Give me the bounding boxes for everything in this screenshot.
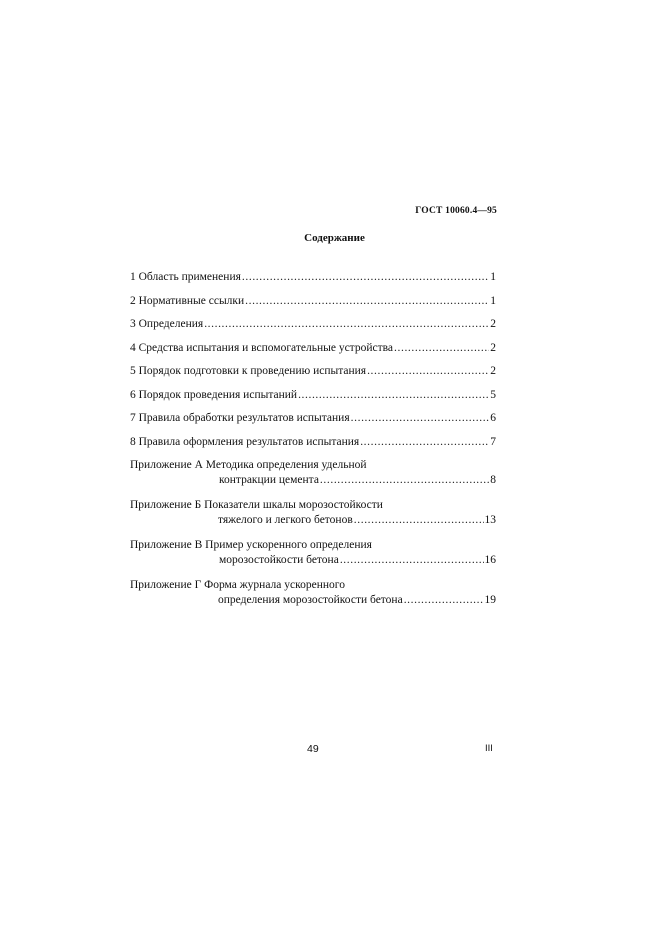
appendix-continuation-line [130, 473, 496, 488]
toc-leader-dots [320, 473, 489, 488]
toc-leader-dots [298, 388, 489, 403]
roman-page-number: III [485, 743, 493, 754]
toc-leader-dots [404, 593, 484, 608]
appendix-title: Форма журнала ускоренного [204, 579, 345, 591]
toc-appendix[interactable] [130, 458, 496, 488]
appendix-title-line [130, 538, 496, 553]
toc-entry-page: 1 [490, 271, 496, 283]
toc-entry[interactable] [130, 388, 496, 403]
appendix-title-line [130, 458, 496, 473]
toc-entry-label: 8 Правила оформления результатов испытания [130, 435, 360, 448]
toc-entry-page: 1 [490, 294, 496, 307]
appendix-title-cont: морозостойкости бетона [219, 554, 339, 566]
appendix-prefix: Приложение Б [130, 499, 202, 511]
toc-entry[interactable] [130, 411, 496, 426]
toc-entry-label: 5 Порядок подготовки к проведению испытания [130, 365, 367, 377]
toc-leader-dots [245, 294, 489, 309]
toc-entry-page: 2 [490, 341, 496, 354]
table-of-contents [130, 270, 496, 618]
appendix-prefix: Приложение В [130, 539, 203, 551]
toc-leader-dots [242, 270, 489, 285]
toc-entry[interactable] [130, 364, 496, 379]
toc-entry-label: 2 Нормативные ссылки [130, 294, 245, 307]
appendix-continuation-line [130, 593, 496, 608]
toc-leader-dots [204, 317, 489, 332]
toc-appendix[interactable] [130, 578, 496, 608]
toc-entry-page: 2 [490, 318, 496, 330]
toc-entry[interactable] [130, 341, 496, 356]
toc-leader-dots [394, 341, 489, 356]
toc-entry-page: 7 [490, 435, 496, 448]
toc-leader-dots [351, 411, 490, 426]
toc-entry-label: 3 Определения [130, 318, 204, 330]
appendix-continuation-line [130, 513, 496, 528]
appendix-prefix: Приложение Г [130, 579, 202, 591]
toc-entry[interactable] [130, 435, 496, 450]
toc-appendix[interactable] [130, 498, 496, 528]
toc-appendix[interactable] [130, 538, 496, 568]
appendix-title-line [130, 498, 496, 513]
appendix-title-line [130, 578, 496, 593]
appendix-continuation-line [130, 553, 496, 568]
toc-leader-dots [354, 513, 484, 528]
toc-leader-dots [367, 364, 489, 379]
toc-entry-label: 6 Порядок проведения испытаний [130, 388, 298, 401]
appendix-title: Методика определения удельной [205, 459, 367, 471]
toc-title: Содержание [304, 232, 365, 244]
toc-entry[interactable] [130, 294, 496, 309]
appendix-title-cont: контракции цемента [219, 474, 319, 486]
appendix-title: Пример ускоренного определения [205, 539, 372, 551]
appendix-page: 16 [484, 554, 496, 566]
toc-leader-dots [360, 435, 489, 450]
toc-entry[interactable] [130, 270, 496, 285]
toc-entry-label: 7 Правила обработки результатов испытания [130, 412, 350, 424]
appendix-page: 13 [484, 514, 496, 526]
document-code: ГОСТ 10060.4—95 [415, 206, 497, 216]
toc-entry-page: 2 [490, 365, 496, 377]
toc-entry-label: 1 Область применения [130, 271, 241, 283]
toc-leader-dots [340, 553, 484, 568]
appendix-page: 19 [484, 594, 496, 606]
appendix-prefix: Приложение А [130, 459, 203, 471]
appendix-title: Показатели шкалы морозостойкости [204, 499, 383, 511]
appendix-page: 8 [490, 474, 496, 486]
toc-entry-page: 5 [490, 388, 496, 401]
appendix-title-cont: тяжелого и легкого бетонов [218, 514, 353, 526]
appendix-title-cont: определения морозостойкости бетона [218, 594, 403, 606]
page-number: 49 [307, 743, 319, 755]
toc-entry[interactable] [130, 317, 496, 332]
toc-entry-label: 4 Средства испытания и вспомогательные устройства [130, 341, 394, 354]
toc-entry-page: 6 [490, 412, 496, 424]
